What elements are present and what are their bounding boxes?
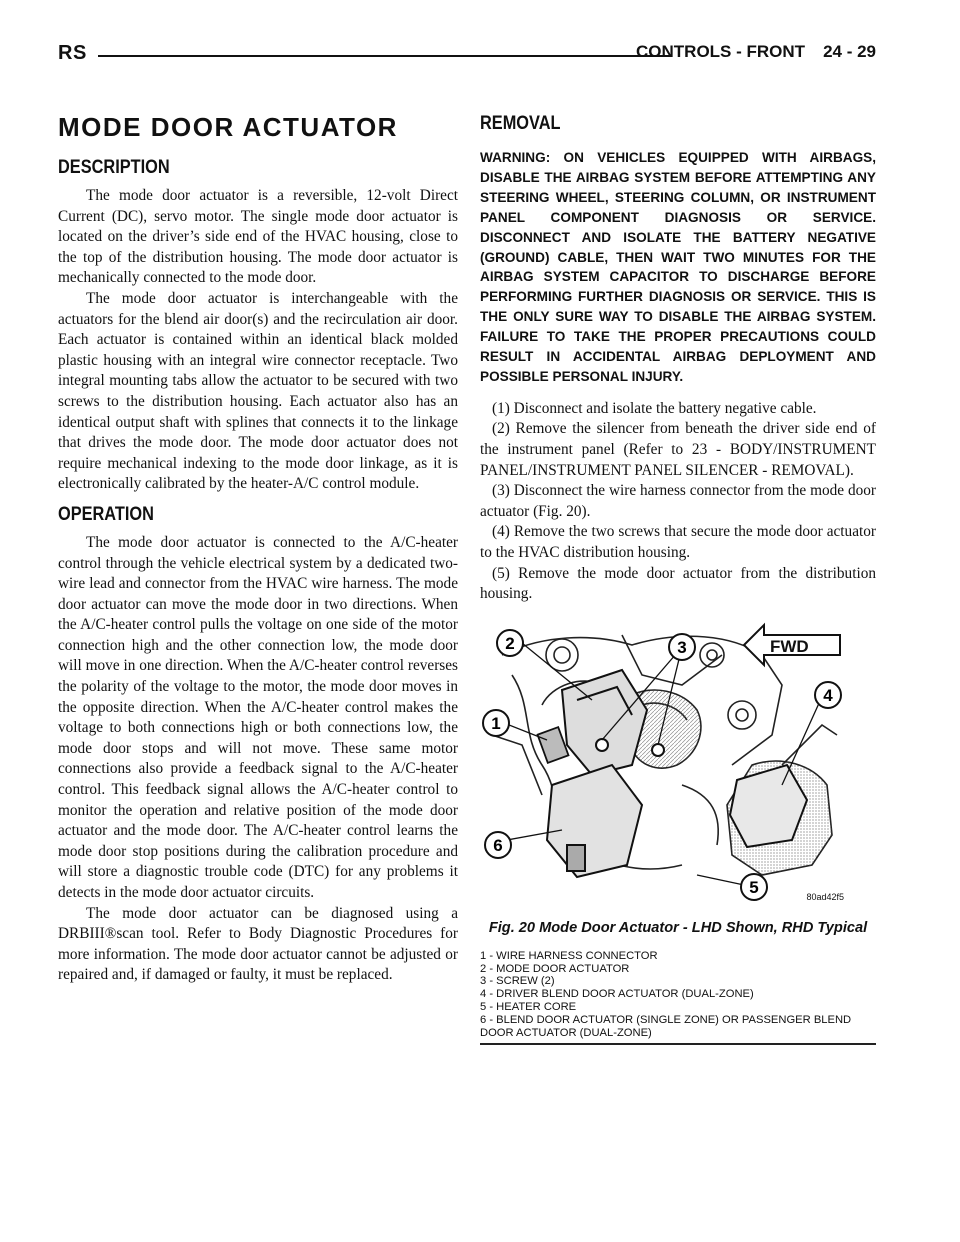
figure-legend — [480, 950, 876, 1046]
legend-item: 4 - DRIVER BLEND DOOR ACTUATOR (DUAL-ZONE) — [480, 988, 754, 1001]
right-column — [480, 108, 876, 1045]
legend-item: 2 - MODE DOOR ACTUATOR — [480, 962, 630, 975]
callout-1: 1 — [491, 713, 501, 733]
page-title: MODE DOOR ACTUATOR — [58, 112, 398, 142]
legend-item: 5 - HEATER CORE — [480, 1001, 577, 1013]
removal-step: (1) Disconnect and isolate the battery negative cable. — [492, 399, 817, 417]
header-section: CONTROLS - FRONT — [636, 42, 806, 61]
removal-step: (2) Remove the silencer from beneath the driver side end of the instrument panel (Refer to 23 - BODY/INSTRUMENT PANEL/INSTRUMENT PANEL SILENCER - REMOVAL). — [480, 420, 876, 479]
airbag-warning: WARNING: ON VEHICLES EQUIPPED WITH AIRBAGS, DISABLE THE AIRBAG SYSTEM BEFORE ATTEMPTING ANY STEERING WHEEL, STEERING COLUMN, OR INSTRUMENT PANEL COMPONENT DIAGNOSIS OR SERVICE. DISCONNECT AND ISOLATE THE BATTERY NEGATIVE (GROUND) CABLE, THEN WAIT TWO MINUTES FOR THE AIRBAG SYSTEM CAPACITOR TO DISCHARGE BEFORE PERFORMING FURTHER DIAGNOSIS OR SERVICE. THIS IS THE ONLY SURE WAY TO DISABLE THE AIRBAG SYSTEM. FAILURE TO TAKE THE PROPER PRECAUTIONS COULD RESULT IN ACCIDENTAL AIRBAG DEPLOYMENT AND POSSIBLE PERSONAL INJURY. — [480, 150, 876, 384]
operation-paragraph: The mode door actuator is connected to the A/C-heater control through the vehicle electrical system by a dedicated two-wire lead and connector from the HVAC wire harness. The mode door actuator can move the mode door in two directions. When the A/C-heater control pulls the voltage on one side of the motor connection high and the other connection low, the mode door will move in one direction. When the A/C-heater control reverses the polarity of the voltage to the motor, the mode door moves in the opposite direction. When the A/C-heater control makes the voltage to both connections high or both connections low, the mode door stops and will not move. These same motor connections also provide a feedback signal to the A/C-heater control. This feedback signal allows the A/C-heater control to monitor the operation and relative position of the mode door actuator and the mode door. The A/C-heater control learns the mode door stop positions during the calibration procedure and will store a diagnostic trouble code (DTC) for any problems it detects in the mode door actuator circuits. — [58, 533, 458, 901]
description-paragraph: The mode door actuator is interchangeable with the actuators for the blend air door(s) and the recirculation air door. Each actuator is contained within an identical black molded plastic housing with an integral wire connector receptacle. Two integral mounting tabs allow the actuator to be secured with two screws to the distribution housing. Each actuator also has an identical output shaft with splines that connects it to the linkage that drives the mode door. The mode door actuator does not require mechanical indexing to the mode door linkage, as it is electronically calibrated by the heater-A/C control module. — [58, 289, 458, 493]
page-header — [58, 42, 876, 82]
operation-paragraph: The mode door actuator can be diagnosed using a DRBIII®scan tool. Refer to Body Diagnostic Procedures for more information. The mode door actuator cannot be adjusted or repaired and, if damaged or faulty, it must be replaced. — [58, 904, 458, 984]
callout-2: 2 — [505, 633, 515, 653]
figure-mode-door-actuator — [482, 615, 846, 905]
removal-step: (3) Disconnect the wire harness connector from the mode door actuator (Fig. 20). — [480, 482, 876, 520]
removal-heading: REMOVAL — [480, 113, 561, 134]
legend-item: 1 - WIRE HARNESS CONNECTOR — [480, 949, 658, 962]
header-page-number: 24 - 29 — [823, 42, 876, 61]
header-model-code: RS — [58, 42, 87, 64]
actuator-illustration — [482, 615, 846, 905]
removal-step: (4) Remove the two screws that secure the mode door actuator to the HVAC distribution housing. — [480, 523, 876, 562]
figure-code: 80ad42f5 — [806, 891, 844, 902]
legend-item: 6 - BLEND DOOR ACTUATOR (SINGLE ZONE) OR PASSENGER BLEND DOOR ACTUATOR (DUAL-ZONE) — [480, 1013, 852, 1039]
figure-caption: Fig. 20 Mode Door Actuator - LHD Shown, RHD Typical — [488, 919, 868, 936]
callout-3: 3 — [677, 637, 687, 657]
header-rule — [98, 55, 671, 57]
left-column — [58, 108, 458, 986]
fwd-label: FWD — [770, 636, 809, 656]
callout-4: 4 — [823, 685, 833, 705]
legend-item: 3 - SCREW (2) — [480, 975, 555, 988]
header-section-page — [636, 42, 876, 62]
removal-step: (5) Remove the mode door actuator from the distribution housing. — [480, 564, 876, 603]
description-heading: DESCRIPTION — [58, 157, 170, 178]
callout-5: 5 — [749, 877, 759, 897]
operation-heading: OPERATION — [58, 503, 154, 525]
description-paragraph: The mode door actuator is a reversible, 12-volt Direct Current (DC), servo motor. The single mode door actuator is located on the driver’s side end of the HVAC housing, close to the top of the distribution housing. The mode door actuator is mechanically connected to the mode door. — [58, 187, 458, 287]
callout-6: 6 — [493, 835, 503, 855]
